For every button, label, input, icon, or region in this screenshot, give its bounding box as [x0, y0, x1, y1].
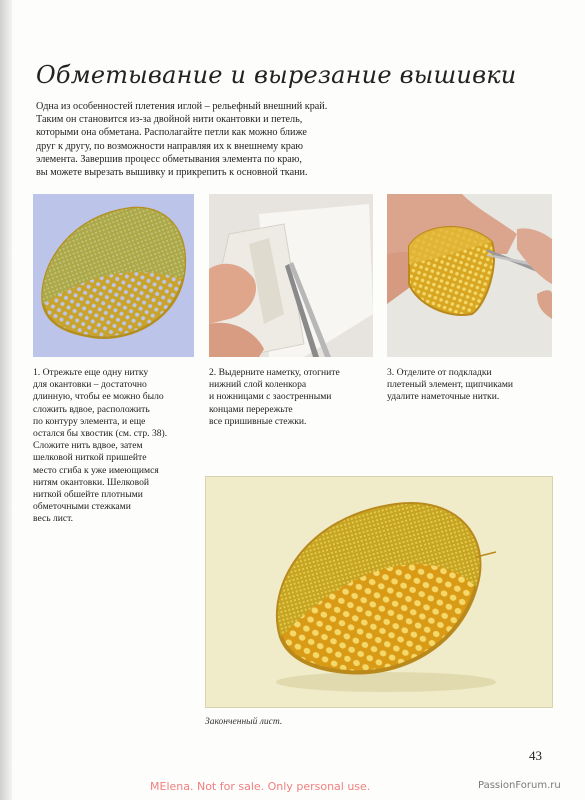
caption-line: нижний слой коленкора	[209, 379, 307, 391]
intro-line: элемента. Завершив процесс обметывания элемента по краю,	[36, 153, 302, 165]
caption-line: весь лист.	[33, 513, 74, 525]
caption-line: Сложите нить вдвое, затем	[33, 440, 143, 452]
intro-line: Таким он становится из-за двойной нити окантовки и петель,	[36, 114, 303, 126]
caption-line: все пришивные стежки.	[209, 415, 307, 427]
page-binding-shadow	[0, 0, 12, 800]
caption-line: остался бы хвостик (см. стр. 38).	[33, 428, 168, 440]
lace-leaf-illustration	[33, 194, 194, 357]
step-2-photo	[209, 194, 373, 357]
scissors-cutting-illustration	[209, 194, 373, 357]
caption-line: сложить вдвое, расположить	[33, 403, 150, 415]
intro-line: Одна из особенностей плетения иглой – рельефный внешний край.	[36, 101, 328, 112]
caption-line: шелковой ниткой пришейте	[33, 452, 147, 464]
finished-lace-leaf-illustration	[206, 477, 552, 707]
caption-line: длинную, чтобы ее можно было	[33, 391, 164, 403]
caption-line: место сгиба к уже имеющимся	[33, 464, 159, 476]
caption-line: по контуру элемента, и еще	[33, 415, 146, 427]
caption-line: 3. Отделите от подкладки	[387, 367, 492, 378]
finished-leaf-photo	[205, 476, 553, 708]
caption-line: нитям окантовки. Шелковой	[33, 476, 149, 488]
caption-line: для окантовки – достаточно	[33, 379, 147, 391]
intro-line: друг к другу, по возможности направляя их к внешнему краю	[36, 140, 303, 152]
caption-line: 1. Отрежьте еще одну нитку	[33, 367, 149, 378]
caption-line: обметочными стежками	[33, 501, 131, 513]
intro-line: вы можете вырезать вышивку и прикрепить к основной ткани.	[36, 167, 308, 179]
step-1-caption	[33, 367, 198, 526]
step-1-photo	[33, 194, 194, 357]
step-3-caption	[387, 367, 557, 404]
caption-line: 2. Выдерните наметку, отогните	[209, 367, 340, 378]
site-watermark: PassionForum.ru	[478, 780, 561, 791]
intro-line: которыми она обметана. Располагайте петли как можно ближе	[36, 127, 307, 139]
caption-line: плетеный элемент, щипчиками	[387, 379, 514, 391]
caption-line: и ножницами с заостренными	[209, 391, 332, 403]
step-2-caption	[209, 367, 374, 428]
page-title: Обметывание и вырезание вышивки	[36, 61, 517, 89]
tweezers-illustration	[387, 194, 552, 357]
caption-line: ниткой обшейте плотными	[33, 489, 143, 501]
intro-paragraph	[36, 100, 386, 179]
caption-line: удалите наметочные нитки.	[387, 391, 500, 403]
finished-leaf-caption: Законченный лист.	[205, 717, 283, 727]
watermark-text: MElena. Not for sale. Only personal use.	[150, 780, 371, 793]
page-number: 43	[529, 748, 542, 763]
step-3-photo	[387, 194, 552, 357]
caption-line: концами перережьте	[209, 403, 293, 415]
